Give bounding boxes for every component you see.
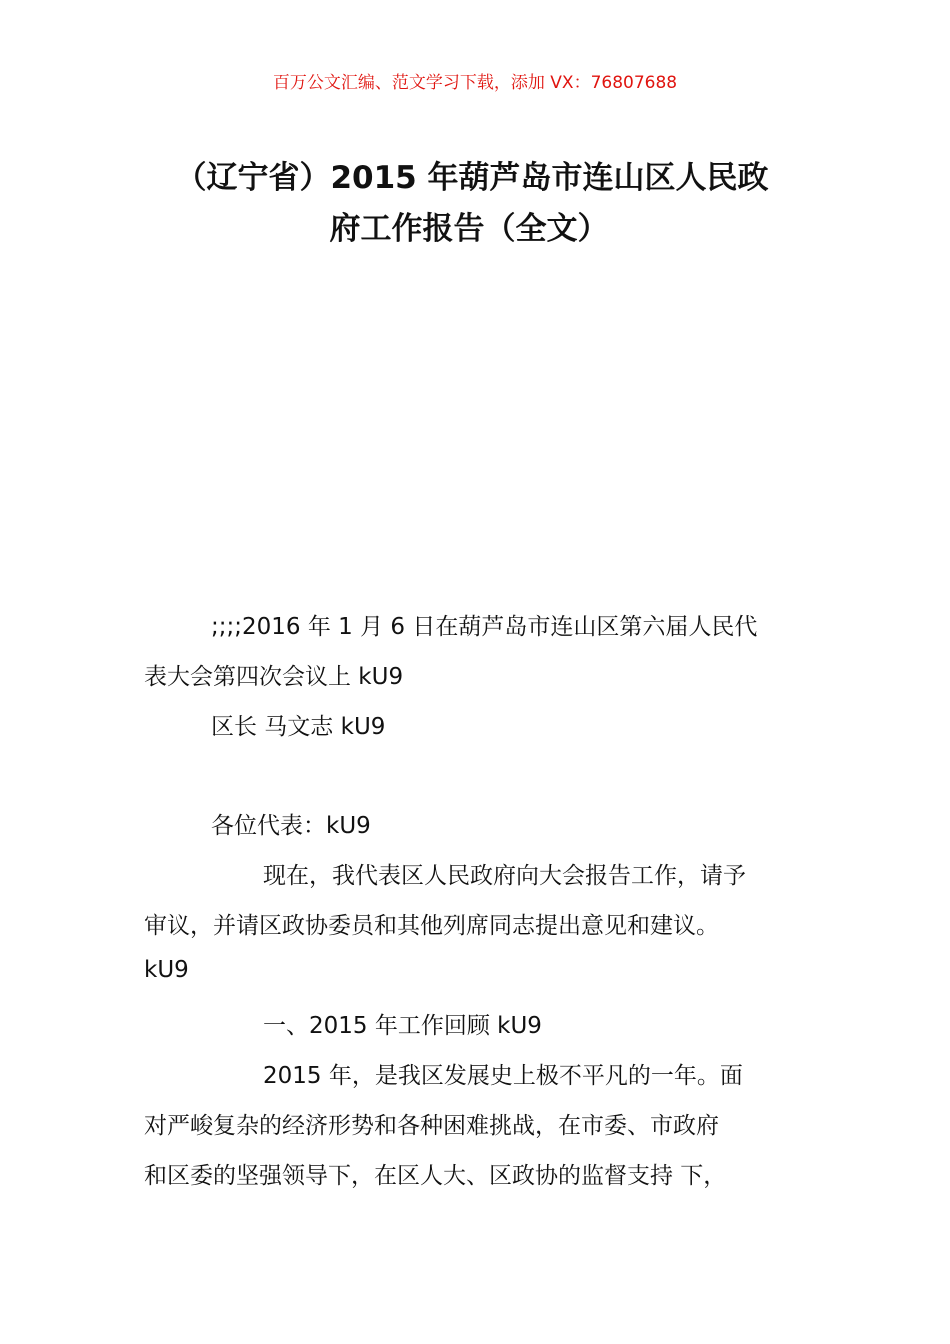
document-title-line-1: （辽宁省）2015 年葫芦岛市连山区人民政 xyxy=(175,160,769,196)
paragraph-2-line-3: 和区委的坚强领导下，在区人大、区政协的监督支持 下， xyxy=(144,1163,727,1189)
meeting-info-line-2: 表大会第四次会议上 kU9 xyxy=(144,664,404,690)
salutation: 各位代表：kU9 xyxy=(211,813,371,839)
document-title-line-2: 府工作报告（全文） xyxy=(329,211,609,247)
header-note: 百万公文汇编、范文学习下载，添加 VX：76807688 xyxy=(272,73,678,93)
paragraph-2-line-2: 对严峻复杂的经济形势和各种困难挑战，在市委、市政府 xyxy=(144,1113,719,1139)
section-heading: 一、2015 年工作回顾 kU9 xyxy=(263,1013,542,1039)
paragraph-1-line-2: 审议，并请区政协委员和其他列席同志提出意见和建议。 xyxy=(144,913,719,939)
paragraph-1-line-1: 现在，我代表区人民政府向大会报告工作，请予 xyxy=(263,863,746,889)
speaker-line: 区长 马文志 kU9 xyxy=(211,714,386,740)
paragraph-2-line-1: 2015 年，是我区发展史上极不平凡的一年。面 xyxy=(263,1063,743,1089)
meeting-info-line-1: ;;;;2016 年 1 月 6 日在葫芦岛市连山区第六届人民代 xyxy=(211,614,758,640)
paragraph-1-line-3: kU9 xyxy=(144,957,189,983)
